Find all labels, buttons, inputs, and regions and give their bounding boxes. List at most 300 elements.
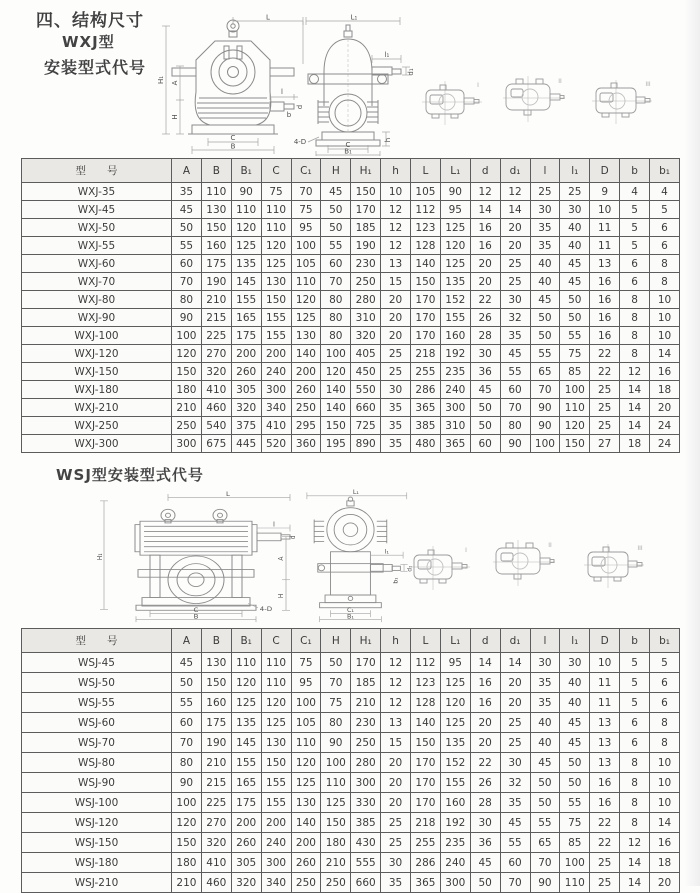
value-cell: 120: [261, 237, 291, 255]
value-cell: 60: [500, 381, 530, 399]
column-header: d: [470, 159, 500, 183]
table-row: [22, 291, 680, 309]
value-cell: 340: [261, 399, 291, 417]
value-cell: 120: [231, 219, 261, 237]
table-row: [22, 363, 680, 381]
value-cell: 130: [201, 201, 231, 219]
value-cell: 210: [201, 753, 231, 773]
value-cell: 12: [381, 201, 411, 219]
value-cell: 80: [321, 713, 351, 733]
value-cell: 300: [440, 399, 470, 417]
dim-label-H: H: [276, 593, 286, 599]
value-cell: 110: [560, 873, 590, 893]
value-cell: 480: [411, 435, 441, 453]
value-cell: 75: [560, 345, 590, 363]
column-header: l: [530, 629, 560, 653]
column-header: A: [172, 629, 202, 653]
value-cell: 125: [291, 309, 321, 327]
value-cell: 40: [530, 733, 560, 753]
dim-label-H1: H₁: [95, 553, 105, 561]
value-cell: 80: [172, 291, 202, 309]
value-cell: 120: [321, 363, 351, 381]
value-cell: 230: [351, 713, 381, 733]
column-header: h: [381, 159, 411, 183]
table-row: [22, 219, 680, 237]
table-row: [22, 813, 680, 833]
value-cell: 8: [650, 273, 680, 291]
gearbox-outline: [135, 509, 290, 610]
value-cell: 150: [172, 833, 202, 853]
value-cell: 55: [530, 813, 560, 833]
value-cell: 155: [440, 773, 470, 793]
value-cell: 75: [291, 201, 321, 219]
value-cell: 155: [231, 291, 261, 309]
value-cell: 22: [590, 833, 620, 853]
value-cell: 30: [381, 381, 411, 399]
value-cell: 70: [172, 273, 202, 291]
value-cell: 105: [411, 183, 441, 201]
value-cell: 45: [560, 273, 590, 291]
column-header: b: [620, 159, 650, 183]
value-cell: 185: [351, 219, 381, 237]
value-cell: 12: [620, 363, 650, 381]
model-cell: WSJ-70: [22, 733, 172, 753]
value-cell: 80: [321, 291, 351, 309]
value-cell: 125: [440, 713, 470, 733]
value-cell: 45: [500, 345, 530, 363]
value-cell: 50: [172, 673, 202, 693]
value-cell: 25: [590, 417, 620, 435]
value-cell: 215: [201, 309, 231, 327]
value-cell: 210: [201, 291, 231, 309]
value-cell: 70: [321, 273, 351, 291]
value-cell: 135: [231, 255, 261, 273]
column-header: H₁: [351, 159, 381, 183]
value-cell: 110: [231, 653, 261, 673]
value-cell: 25: [500, 733, 530, 753]
value-cell: 240: [261, 833, 291, 853]
value-cell: 16: [470, 237, 500, 255]
dim-label-C: C: [345, 141, 351, 149]
value-cell: 16: [650, 833, 680, 853]
value-cell: 70: [500, 873, 530, 893]
value-cell: 110: [291, 273, 321, 291]
value-cell: 35: [530, 673, 560, 693]
value-cell: 50: [172, 219, 202, 237]
value-cell: 55: [530, 345, 560, 363]
value-cell: 100: [560, 381, 590, 399]
value-cell: 55: [500, 833, 530, 853]
value-cell: 100: [291, 237, 321, 255]
dim-label-L1: L₁: [352, 489, 359, 497]
value-cell: 35: [530, 693, 560, 713]
value-cell: 215: [201, 773, 231, 793]
column-header: d₁: [500, 159, 530, 183]
value-cell: 170: [351, 653, 381, 673]
dim-label-b: b: [286, 111, 292, 119]
value-cell: 6: [650, 219, 680, 237]
value-cell: 110: [261, 201, 291, 219]
wsj-dimensions-table: [21, 628, 680, 893]
mount-type-number: I: [465, 547, 467, 554]
value-cell: 140: [321, 399, 351, 417]
dim-label-l1: l₁: [384, 51, 390, 59]
value-cell: 5: [620, 673, 650, 693]
value-cell: 125: [231, 693, 261, 713]
table-row: [22, 327, 680, 345]
value-cell: 170: [411, 753, 441, 773]
mount-type-icon-1: [420, 78, 484, 128]
value-cell: 10: [650, 327, 680, 345]
value-cell: 28: [470, 793, 500, 813]
value-cell: 5: [620, 693, 650, 713]
dim-label-B: B: [230, 142, 236, 151]
value-cell: 286: [411, 853, 441, 873]
column-header: L₁: [440, 629, 470, 653]
value-cell: 305: [231, 853, 261, 873]
gearbox-top-view: [422, 81, 482, 125]
gearbox-top-view: [410, 546, 470, 590]
value-cell: 75: [291, 653, 321, 673]
value-cell: 210: [321, 853, 351, 873]
value-cell: 250: [351, 273, 381, 291]
model-cell: WSJ-180: [22, 853, 172, 873]
table-row: [22, 435, 680, 453]
value-cell: 70: [291, 183, 321, 201]
value-cell: 270: [201, 345, 231, 363]
value-cell: 6: [620, 273, 650, 291]
value-cell: 320: [231, 873, 261, 893]
value-cell: 6: [620, 713, 650, 733]
value-cell: 310: [440, 417, 470, 435]
value-cell: 35: [381, 399, 411, 417]
model-cell: WXJ-210: [22, 399, 172, 417]
column-header: L: [411, 159, 441, 183]
value-cell: 145: [231, 733, 261, 753]
column-header: H: [321, 159, 351, 183]
value-cell: 80: [500, 417, 530, 435]
column-header: h: [381, 629, 411, 653]
value-cell: 26: [470, 773, 500, 793]
value-cell: 16: [470, 219, 500, 237]
value-cell: 35: [172, 183, 202, 201]
value-cell: 30: [500, 291, 530, 309]
value-cell: 192: [440, 345, 470, 363]
value-cell: 155: [261, 773, 291, 793]
value-cell: 50: [530, 327, 560, 345]
dim-label-b1: b₁: [392, 577, 400, 584]
value-cell: 190: [201, 733, 231, 753]
value-cell: 55: [560, 327, 590, 345]
value-cell: 260: [291, 381, 321, 399]
value-cell: 40: [530, 713, 560, 733]
value-cell: 225: [201, 327, 231, 345]
value-cell: 40: [560, 673, 590, 693]
value-cell: 60: [500, 853, 530, 873]
value-cell: 25: [500, 713, 530, 733]
column-header: l₁: [560, 159, 590, 183]
value-cell: 14: [470, 201, 500, 219]
value-cell: 218: [411, 345, 441, 363]
value-cell: 280: [351, 753, 381, 773]
value-cell: 200: [291, 833, 321, 853]
value-cell: 14: [650, 345, 680, 363]
column-header-model: 型 号: [22, 159, 172, 183]
value-cell: 165: [231, 309, 261, 327]
column-header: D: [590, 159, 620, 183]
value-cell: 120: [172, 813, 202, 833]
dim-label-L1: L₁: [350, 13, 358, 22]
dim-label-d: d: [288, 535, 298, 540]
value-cell: 80: [321, 327, 351, 345]
value-cell: 30: [470, 813, 500, 833]
value-cell: 100: [560, 853, 590, 873]
column-header: C: [261, 629, 291, 653]
value-cell: 30: [500, 753, 530, 773]
value-cell: 16: [590, 773, 620, 793]
value-cell: 30: [560, 201, 590, 219]
value-cell: 20: [470, 713, 500, 733]
value-cell: 150: [172, 363, 202, 381]
value-cell: 55: [172, 237, 202, 255]
value-cell: 235: [440, 363, 470, 381]
value-cell: 30: [530, 201, 560, 219]
value-cell: 185: [351, 673, 381, 693]
value-cell: 65: [530, 363, 560, 381]
value-cell: 365: [411, 399, 441, 417]
value-cell: 150: [351, 183, 381, 201]
table-header-row: [22, 629, 680, 653]
wxj-mounting-code-heading: 安装型式代号: [44, 58, 147, 77]
value-cell: 18: [620, 435, 650, 453]
value-cell: 125: [261, 255, 291, 273]
value-cell: 5: [620, 219, 650, 237]
value-cell: 210: [172, 873, 202, 893]
value-cell: 130: [201, 653, 231, 673]
value-cell: 125: [291, 773, 321, 793]
value-cell: 155: [440, 309, 470, 327]
value-cell: 200: [231, 345, 261, 363]
value-cell: 90: [530, 399, 560, 417]
value-cell: 195: [321, 435, 351, 453]
column-header: D: [590, 629, 620, 653]
value-cell: 300: [440, 873, 470, 893]
column-header: l₁: [560, 629, 590, 653]
mount-type-number: II: [548, 542, 552, 549]
value-cell: 25: [381, 363, 411, 381]
value-cell: 130: [261, 733, 291, 753]
value-cell: 5: [650, 201, 680, 219]
value-cell: 13: [381, 255, 411, 273]
mount-type-number: I: [477, 82, 479, 89]
value-cell: 155: [261, 793, 291, 813]
value-cell: 8: [620, 793, 650, 813]
value-cell: 25: [500, 255, 530, 273]
value-cell: 16: [470, 673, 500, 693]
value-cell: 675: [201, 435, 231, 453]
value-cell: 240: [261, 363, 291, 381]
value-cell: 555: [351, 853, 381, 873]
value-cell: 36: [470, 363, 500, 381]
value-cell: 22: [590, 813, 620, 833]
value-cell: 112: [411, 653, 441, 673]
value-cell: 175: [201, 255, 231, 273]
value-cell: 90: [172, 773, 202, 793]
value-cell: 20: [650, 873, 680, 893]
dim-label-d1: d₁: [407, 68, 415, 76]
table-row: [22, 673, 680, 693]
mounting-holes-label: 4-D: [293, 138, 307, 146]
value-cell: 50: [321, 201, 351, 219]
gearbox-top-view: [503, 76, 565, 122]
column-header: d: [470, 629, 500, 653]
value-cell: 8: [650, 255, 680, 273]
value-cell: 150: [201, 219, 231, 237]
value-cell: 20: [650, 399, 680, 417]
column-header: l: [530, 159, 560, 183]
value-cell: 5: [620, 237, 650, 255]
value-cell: 170: [411, 793, 441, 813]
gearbox-outline: [172, 20, 294, 134]
value-cell: 100: [321, 753, 351, 773]
value-cell: 320: [231, 399, 261, 417]
value-cell: 123: [411, 673, 441, 693]
column-header-model: 型 号: [22, 629, 172, 653]
value-cell: 120: [440, 693, 470, 713]
value-cell: 13: [590, 255, 620, 273]
value-cell: 140: [321, 381, 351, 399]
model-cell: WXJ-50: [22, 219, 172, 237]
model-cell: WSJ-120: [22, 813, 172, 833]
value-cell: 660: [351, 399, 381, 417]
column-header: C₁: [291, 159, 321, 183]
value-cell: 12: [470, 183, 500, 201]
value-cell: 250: [351, 733, 381, 753]
value-cell: 110: [261, 653, 291, 673]
value-cell: 200: [291, 363, 321, 381]
value-cell: 50: [530, 793, 560, 813]
value-cell: 330: [351, 793, 381, 813]
value-cell: 15: [381, 733, 411, 753]
column-header: b: [620, 629, 650, 653]
value-cell: 140: [411, 255, 441, 273]
table-row: [22, 873, 680, 893]
value-cell: 8: [620, 309, 650, 327]
wsj-side-view-drawing: [296, 489, 414, 623]
value-cell: 12: [381, 219, 411, 237]
value-cell: 14: [500, 201, 530, 219]
value-cell: 22: [470, 753, 500, 773]
dim-label-B1: B₁: [344, 147, 352, 156]
table-row: [22, 853, 680, 873]
value-cell: 385: [351, 813, 381, 833]
value-cell: 25: [381, 813, 411, 833]
dim-label-A: A: [276, 556, 286, 561]
value-cell: 120: [560, 417, 590, 435]
value-cell: 75: [261, 183, 291, 201]
value-cell: 10: [590, 653, 620, 673]
table-row: [22, 713, 680, 733]
value-cell: 150: [321, 813, 351, 833]
column-header: C: [261, 159, 291, 183]
value-cell: 45: [321, 183, 351, 201]
value-cell: 10: [650, 773, 680, 793]
value-cell: 152: [440, 753, 470, 773]
value-cell: 27: [590, 435, 620, 453]
value-cell: 140: [411, 713, 441, 733]
column-header: B: [201, 159, 231, 183]
value-cell: 8: [620, 753, 650, 773]
table-row: [22, 255, 680, 273]
value-cell: 16: [590, 309, 620, 327]
value-cell: 300: [261, 853, 291, 873]
value-cell: 340: [261, 873, 291, 893]
scan-edge-shading: [684, 0, 700, 886]
gearbox-top-view: [592, 80, 652, 124]
value-cell: 165: [231, 773, 261, 793]
value-cell: 130: [291, 327, 321, 345]
model-cell: WSJ-60: [22, 713, 172, 733]
value-cell: 150: [411, 273, 441, 291]
value-cell: 35: [381, 417, 411, 435]
value-cell: 20: [470, 255, 500, 273]
value-cell: 13: [590, 733, 620, 753]
value-cell: 175: [201, 713, 231, 733]
value-cell: 30: [530, 653, 560, 673]
column-header: H: [321, 629, 351, 653]
value-cell: 110: [261, 219, 291, 237]
value-cell: 218: [411, 813, 441, 833]
value-cell: 10: [650, 291, 680, 309]
value-cell: 36: [470, 833, 500, 853]
value-cell: 9: [590, 183, 620, 201]
value-cell: 112: [411, 201, 441, 219]
value-cell: 90: [321, 733, 351, 753]
value-cell: 110: [291, 733, 321, 753]
value-cell: 410: [201, 381, 231, 399]
value-cell: 20: [381, 753, 411, 773]
dim-label-l: l: [281, 88, 283, 96]
value-cell: 100: [321, 345, 351, 363]
model-cell: WSJ-210: [22, 873, 172, 893]
value-cell: 270: [201, 813, 231, 833]
value-cell: 11: [590, 219, 620, 237]
table-row: [22, 399, 680, 417]
value-cell: 6: [620, 733, 650, 753]
value-cell: 95: [291, 219, 321, 237]
value-cell: 12: [381, 673, 411, 693]
value-cell: 160: [201, 237, 231, 255]
value-cell: 10: [650, 309, 680, 327]
value-cell: 300: [172, 435, 202, 453]
value-cell: 430: [351, 833, 381, 853]
value-cell: 14: [470, 653, 500, 673]
wxj-dimensions-table: [21, 158, 680, 453]
value-cell: 235: [440, 833, 470, 853]
value-cell: 200: [231, 813, 261, 833]
value-cell: 13: [590, 713, 620, 733]
value-cell: 110: [560, 399, 590, 417]
value-cell: 210: [172, 399, 202, 417]
value-cell: 125: [231, 237, 261, 255]
value-cell: 260: [291, 853, 321, 873]
model-cell: WXJ-100: [22, 327, 172, 345]
value-cell: 170: [411, 327, 441, 345]
value-cell: 385: [411, 417, 441, 435]
value-cell: 130: [261, 273, 291, 291]
value-cell: 250: [172, 417, 202, 435]
model-cell: WXJ-55: [22, 237, 172, 255]
